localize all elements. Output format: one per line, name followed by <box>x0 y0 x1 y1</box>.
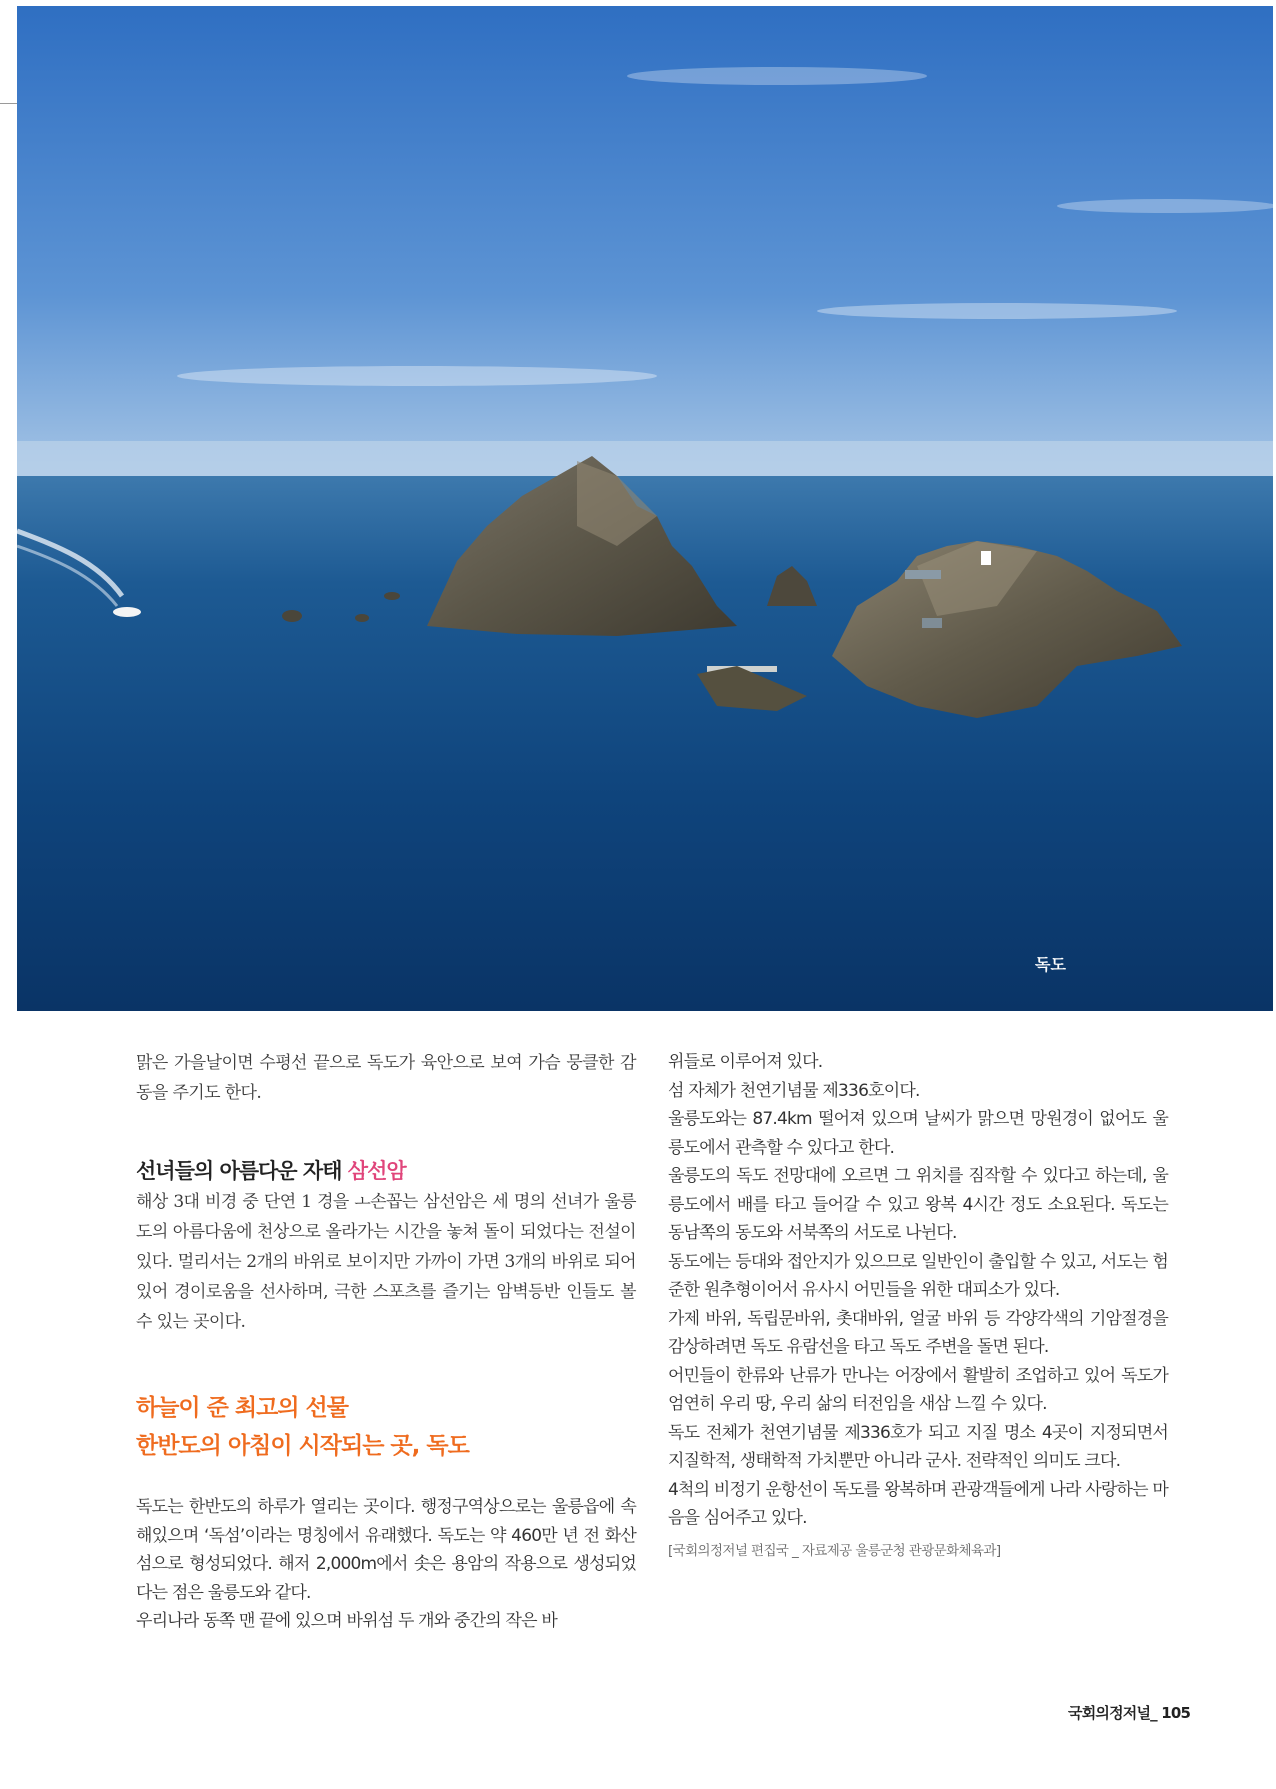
page-footer: 국회의정저널_ 105 <box>1068 1704 1191 1722</box>
dokdo-paragraph-1: 독도는 한반도의 하루가 열리는 곳이다. 행정구역상으로는 울릉읍에 속해있으며 ‘독섬’이라는 명칭에서 유래했다. 독도는 약 460만 년 전 화산섬으로 형성되었다. 해저 2,000m에서 솟은 용암의 작용으로 생성되었다는 점은 울릉도와 같다. <box>136 1497 636 1603</box>
intro-paragraph: 맑은 가을날이면 수평선 끝으로 독도가 육안으로 보여 가슴 뭉클한 감동을 주기도 한다. <box>136 1053 636 1103</box>
right-paragraph-6: 가제 바위, 독립문바위, 촛대바위, 얼굴 바위 등 각양각색의 기암절경을 감상하려면 독도 유람선을 타고 독도 주변을 돌면 된다. <box>668 1308 1168 1357</box>
right-paragraph-9: 4척의 비정기 운항선이 독도를 왕복하며 관광객들에게 나라 사랑하는 마음을 심어주고 있다. <box>668 1479 1168 1528</box>
right-paragraph-5: 동도에는 등대와 접안지가 있으므로 일반인이 출입할 수 있고, 서도는 험준한 원추형이어서 유사시 어민들을 위한 대피소가 있다. <box>668 1251 1168 1300</box>
heading-prefix: 선녀들의 아름다운 자태 <box>136 1159 348 1183</box>
heading-highlight: 삼선암 <box>347 1159 406 1183</box>
edge-rule <box>0 103 17 104</box>
right-paragraph-2: 섬 자체가 천연기념물 제336호이다. <box>668 1080 920 1101</box>
right-paragraph-4: 울릉도의 독도 전망대에 오르면 그 위치를 짐작할 수 있다고 하는데, 울릉도에서 배를 타고 들어갈 수 있고 왕복 4시간 정도 소요된다. 독도는 동남쪽의 동도와 서북쪽의 서도로 나뉜다. <box>668 1166 1168 1243</box>
source-credit: [국회의정저널 편집국 _ 자료제공 울릉군청 관광문화체육과] <box>668 1542 1001 1559</box>
right-paragraph-1: 위들로 이루어져 있다. <box>668 1052 823 1072</box>
dokdo-photo <box>17 6 1273 1011</box>
dokdo-aerial-image <box>17 6 1273 1011</box>
section-heading-dokdo <box>136 1389 636 1465</box>
dokdo-heading-line1: 하늘이 준 최고의 선물 <box>136 1395 348 1421</box>
left-column <box>136 1048 636 1636</box>
photo-caption: 독도 <box>1035 955 1066 974</box>
section-heading-samseonam <box>136 1155 636 1185</box>
right-paragraph-8: 독도 전체가 천연기념물 제336호가 되고 지질 명소 4곳이 지정되면서 지질학적, 생태학적 가치뿐만 아니라 군사. 전략적인 의미도 크다. <box>668 1422 1168 1471</box>
right-paragraph-7: 어민들이 한류와 난류가 만나는 어장에서 활발히 조업하고 있어 독도가 엄연히 우리 땅, 우리 삶의 터전임을 새삼 느낄 수 있다. <box>668 1365 1168 1414</box>
right-column <box>668 1048 1168 1559</box>
dokdo-heading-line2: 한반도의 아침이 시작되는 곳, 독도 <box>136 1433 469 1459</box>
samseonam-paragraph: 해상 3대 비경 중 단연 1 경을 ㅗ손꼽는 삼선암은 세 명의 선녀가 울릉도의 아름다움에 천상으로 올라가는 시간을 놓쳐 돌이 되었다는 전설이 있다. 멀리서는 2개의 바위로 보이지만 가까이 가면 3개의 바위로 되어 있어 경이로움을 선사하며, 극한 스포츠를 즐기는 암벽등반 인들도 볼 수 있는 곳이다. <box>136 1192 636 1332</box>
right-paragraph-3: 울릉도와는 87.4km 떨어져 있으며 날씨가 맑으면 망원경이 없어도 울릉도에서 관측할 수 있다고 한다. <box>668 1109 1168 1158</box>
dokdo-paragraph-2: 우리나라 동쪽 맨 끝에 있으며 바위섬 두 개와 중간의 작은 바 <box>136 1611 557 1631</box>
